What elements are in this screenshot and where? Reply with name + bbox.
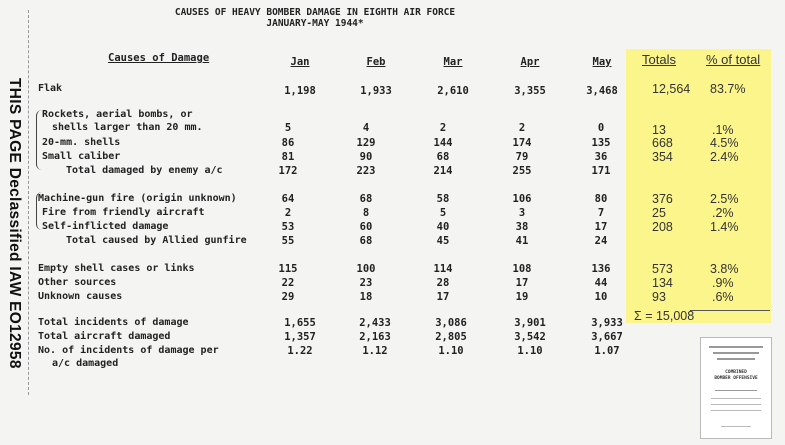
- row-label: Small caliber: [42, 151, 121, 162]
- thumbnail-title: COMBINED: [725, 370, 747, 375]
- row-label: No. of incidents of damage per: [38, 345, 219, 356]
- cell-total: 208: [652, 220, 673, 234]
- cell-pct: 4.5%: [710, 136, 739, 150]
- cell-pct: .9%: [712, 276, 734, 290]
- row-label: Flak: [38, 83, 63, 94]
- cell-feb: 60: [359, 221, 373, 233]
- row-label-cont: shells larger than 20 mm.: [52, 122, 203, 133]
- cell-mar: 3,086: [435, 317, 467, 329]
- cell-apr: 2: [518, 122, 526, 134]
- cell-apr: 19: [515, 291, 529, 303]
- cell-mar: 114: [433, 263, 453, 275]
- cell-mar: 144: [433, 137, 453, 149]
- row-label: 20-mm. shells: [42, 137, 121, 148]
- cell-pct: 2.5%: [710, 192, 739, 206]
- header-totals: Totals: [642, 52, 676, 67]
- cell-pct: .1%: [712, 123, 734, 137]
- cell-pct: 3.8%: [710, 262, 739, 276]
- cell-may: 80: [594, 193, 608, 205]
- cell-mar: 17: [436, 291, 450, 303]
- cell-jan: 55: [281, 235, 295, 247]
- cell-may: 17: [594, 221, 608, 233]
- header-apr: Apr: [520, 56, 540, 68]
- declassification-text: THIS PAGE Declassified IAW EO12958: [6, 77, 23, 369]
- cell-jan: 22: [281, 277, 295, 289]
- cell-pct: 2.4%: [710, 150, 739, 164]
- cell-mar: 28: [436, 277, 450, 289]
- cell-mar: 68: [436, 151, 450, 163]
- cell-may: 3,468: [586, 85, 618, 97]
- header-may: May: [592, 56, 612, 68]
- cell-apr: 108: [512, 263, 532, 275]
- header-mar: Mar: [443, 56, 463, 68]
- row-label: Machine-gun fire (origin unknown): [38, 193, 237, 204]
- cell-mar: 5: [439, 207, 447, 219]
- cell-feb: 223: [356, 165, 376, 177]
- cell-apr: 79: [515, 151, 529, 163]
- cell-feb: 1.12: [362, 345, 388, 357]
- table-row: [0, 344, 785, 372]
- cell-pct: 83.7%: [710, 82, 746, 96]
- grand-total: Σ = 15,008: [634, 309, 695, 323]
- title-line-1: CAUSES OF HEAVY BOMBER DAMAGE IN EIGHTH AIR FORCE: [174, 7, 456, 18]
- row-label: Fire from friendly aircraft: [42, 207, 205, 218]
- cell-pct: .6%: [712, 290, 734, 304]
- cell-feb: 68: [359, 235, 373, 247]
- cell-may: 44: [594, 277, 608, 289]
- table-row: [0, 330, 785, 344]
- cell-jan: 1,198: [284, 85, 316, 97]
- cell-jan: 1,655: [284, 317, 316, 329]
- cell-jan: 1.22: [287, 345, 313, 357]
- cell-mar: 2,805: [435, 331, 467, 343]
- cell-mar: 58: [436, 193, 450, 205]
- cell-pct: .2%: [712, 206, 734, 220]
- cell-total: 25: [652, 206, 666, 220]
- row-label: Self-inflicted damage: [42, 221, 169, 232]
- row-label: Total aircraft damaged: [38, 331, 171, 342]
- cell-jan: 29: [281, 291, 295, 303]
- table-row: [0, 192, 785, 206]
- table-row: [0, 150, 785, 164]
- table-row: [0, 234, 785, 248]
- cell-total: 376: [652, 192, 673, 206]
- cell-pct: 1.4%: [710, 220, 739, 234]
- document-title: [150, 7, 480, 29]
- table-row: [0, 262, 785, 276]
- table-row: [0, 220, 785, 234]
- cell-apr: 255: [512, 165, 532, 177]
- document-cover-thumbnail: [700, 337, 772, 439]
- row-label: Rockets, aerial bombs, or: [42, 109, 193, 120]
- header-feb: Feb: [366, 56, 386, 68]
- cell-jan: 115: [278, 263, 298, 275]
- cell-feb: 18: [359, 291, 373, 303]
- cell-jan: 53: [281, 221, 295, 233]
- row-label: Other sources: [38, 277, 117, 288]
- cell-may: 24: [594, 235, 608, 247]
- table-row: [0, 316, 785, 330]
- cell-total: 93: [652, 290, 666, 304]
- cell-jan: 5: [284, 122, 292, 134]
- cell-may: 3,933: [591, 317, 623, 329]
- cell-jan: 1,357: [284, 331, 316, 343]
- row-label: Total damaged by enemy a/c: [66, 165, 223, 176]
- table-row: [0, 290, 785, 304]
- cell-jan: 64: [281, 193, 295, 205]
- cell-apr: 1.10: [517, 345, 543, 357]
- cell-feb: 23: [359, 277, 373, 289]
- cell-may: 36: [594, 151, 608, 163]
- cell-apr: 41: [515, 235, 529, 247]
- cell-jan: 81: [281, 151, 295, 163]
- cell-feb: 8: [362, 207, 370, 219]
- header-causes: Causes of Damage: [108, 52, 210, 64]
- cell-mar: 45: [436, 235, 450, 247]
- cell-apr: 38: [515, 221, 529, 233]
- cell-mar: 1.10: [438, 345, 464, 357]
- table-row: [0, 82, 785, 96]
- cell-may: 7: [597, 207, 605, 219]
- row-label: Empty shell cases or links: [38, 263, 195, 274]
- cell-feb: 4: [362, 122, 370, 134]
- cell-total: 12,564: [652, 82, 691, 96]
- thumbnail-subtitle: BOMBER OFFENSIVE: [714, 376, 758, 381]
- cell-feb: 2,163: [359, 331, 391, 343]
- cell-mar: 214: [433, 165, 453, 177]
- cell-feb: 68: [359, 193, 373, 205]
- cell-feb: 129: [356, 137, 376, 149]
- cell-total: 134: [652, 276, 673, 290]
- title-line-2: JANUARY-MAY 1944*: [266, 18, 364, 29]
- cell-apr: 3: [518, 207, 526, 219]
- cell-total: 354: [652, 150, 673, 164]
- cell-may: 3,667: [591, 331, 623, 343]
- row-label: Total caused by Allied gunfire: [66, 235, 247, 246]
- row-label-cont: a/c damaged: [52, 358, 119, 369]
- table-row: [0, 164, 785, 178]
- cell-total: 668: [652, 136, 673, 150]
- header-jan: Jan: [290, 56, 310, 68]
- table-row: [0, 108, 785, 136]
- cell-mar: 2,610: [437, 85, 469, 97]
- cell-apr: 174: [512, 137, 532, 149]
- cell-total: 13: [652, 123, 666, 137]
- cell-feb: 1,933: [360, 85, 392, 97]
- cell-apr: 3,901: [514, 317, 546, 329]
- cell-apr: 17: [515, 277, 529, 289]
- cell-feb: 100: [356, 263, 376, 275]
- cell-apr: 3,355: [514, 85, 546, 97]
- cell-may: 1.07: [594, 345, 620, 357]
- sum-underline: [690, 310, 770, 311]
- cell-jan: 172: [278, 165, 298, 177]
- row-label: Total incidents of damage: [38, 317, 189, 328]
- cell-may: 171: [591, 165, 611, 177]
- cell-mar: 40: [436, 221, 450, 233]
- cell-may: 135: [591, 137, 611, 149]
- cell-total: 573: [652, 262, 673, 276]
- cell-apr: 106: [512, 193, 532, 205]
- header-pct: % of total: [706, 52, 761, 67]
- table-row: [0, 276, 785, 290]
- cell-may: 10: [594, 291, 608, 303]
- table-row: [0, 206, 785, 220]
- cell-may: 0: [597, 122, 605, 134]
- cell-mar: 2: [439, 122, 447, 134]
- cell-feb: 90: [359, 151, 373, 163]
- table-row: [0, 136, 785, 150]
- cell-jan: 86: [281, 137, 295, 149]
- row-label: Unknown causes: [38, 291, 123, 302]
- cell-may: 136: [591, 263, 611, 275]
- cell-apr: 3,542: [514, 331, 546, 343]
- cell-jan: 2: [284, 207, 292, 219]
- cell-feb: 2,433: [359, 317, 391, 329]
